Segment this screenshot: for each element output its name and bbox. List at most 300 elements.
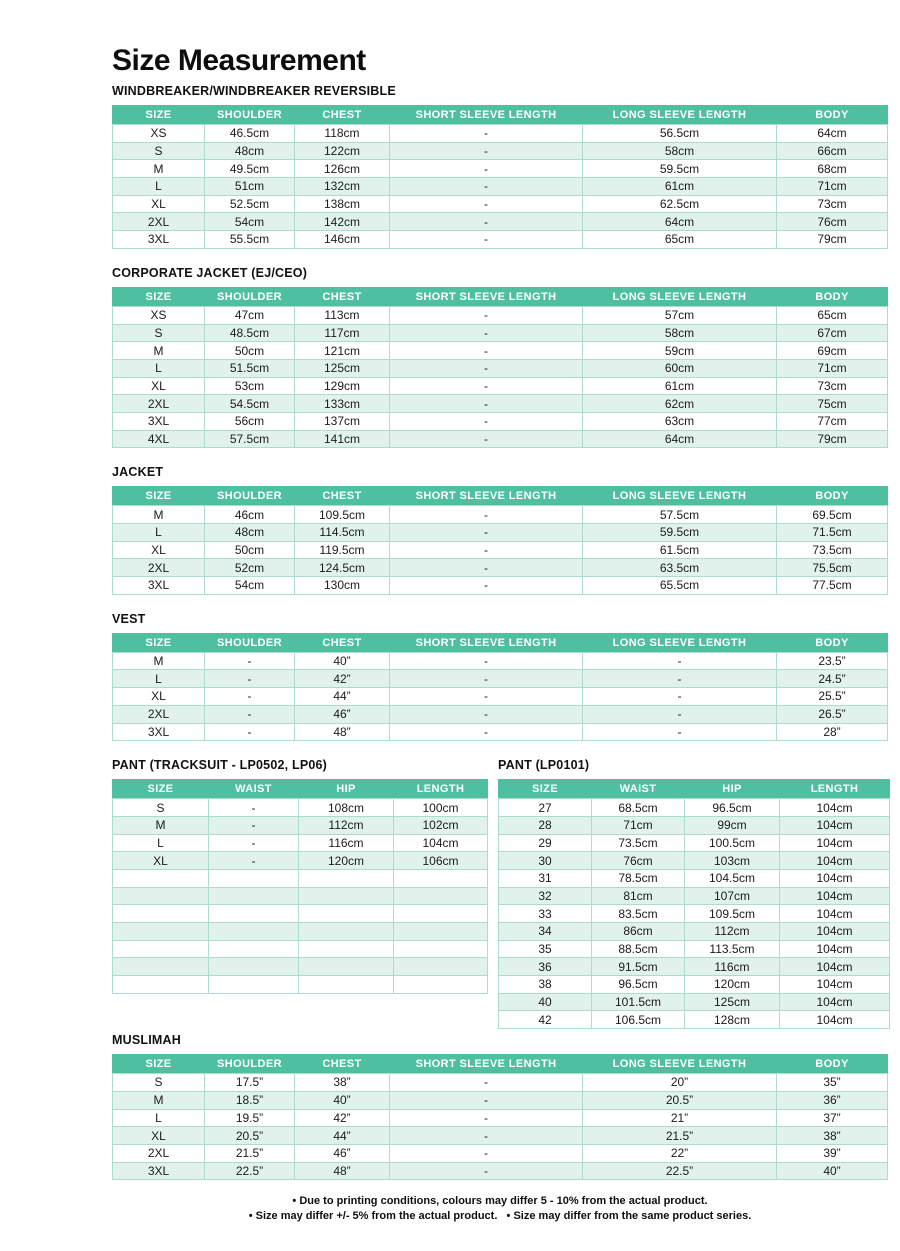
table-cell: 3XL [113,412,205,430]
table-cell: - [390,723,583,741]
table-row [113,412,888,430]
table-row [113,125,888,143]
column-header: SHOULDER [205,287,295,306]
table-cell: 60cm [583,359,777,377]
table-cell: 116cm [685,958,780,976]
table-cell: 27 [499,799,592,817]
table-cell: - [390,1127,583,1145]
table-cell: 104cm [780,940,890,958]
column-header: BODY [777,287,888,306]
table-cell: 112cm [685,923,780,941]
table-cell: 38 [499,976,592,994]
table-cell: 23.5” [777,652,888,670]
table-cell: 112cm [299,816,394,834]
table-cell [299,976,394,994]
table-cell [209,940,299,958]
table-cell: M [113,816,209,834]
table-cell: 129cm [295,377,390,395]
section-title-pant-tracksuit: PANT (TRACKSUIT - LP0502, LP06) [112,758,328,773]
section-title-corporate-jacket: CORPORATE JACKET (EJ/CEO) [112,265,308,280]
table-cell: 38” [295,1074,390,1092]
table-cell: 65cm [777,306,888,324]
column-header: SHORT SLEEVE LENGTH [390,633,583,652]
table-cell: - [390,652,583,670]
table-cell: 121cm [295,342,390,360]
table-row [113,1162,888,1180]
column-header: SIZE [113,487,205,506]
table-row [113,816,488,834]
table-cell: 57.5cm [583,506,777,524]
table-row [113,213,888,231]
table-cell: 3XL [113,577,205,595]
table-cell: 62cm [583,395,777,413]
table-row [113,160,888,178]
footer-note-printing: • Due to printing conditions, colours may differ 5 - 10% from the actual product. [292,1195,708,1208]
table-cell: L [113,359,205,377]
table-cell: 113cm [295,306,390,324]
table-cell: 42” [295,670,390,688]
section-windbreaker [112,84,888,249]
table-row [113,178,888,196]
table-cell: 54cm [205,577,295,595]
table-cell: 28 [499,816,592,834]
table-cell: - [583,688,777,706]
table-cell: 71cm [777,178,888,196]
table-cell: 3XL [113,231,205,249]
table-cell: - [390,195,583,213]
table-row [113,1074,888,1092]
table-cell [113,905,209,923]
table-cell: 47cm [205,306,295,324]
table-cell: 71cm [777,359,888,377]
table-cell: - [390,142,583,160]
table-row [499,923,890,941]
column-header: SIZE [113,633,205,652]
section-title-pant-lp0101: PANT (LP0101) [498,758,590,773]
table-cell: 104cm [780,869,890,887]
table-cell: - [390,559,583,577]
table-row [113,1127,888,1145]
table-cell: L [113,178,205,196]
table-cell: 117cm [295,324,390,342]
table-cell: 17.5” [205,1074,295,1092]
table-cell: 61cm [583,178,777,196]
table-cell: 133cm [295,395,390,413]
table-cell: - [390,160,583,178]
section-jacket [112,465,888,594]
table-cell: 22” [583,1144,777,1162]
table-cell: 42 [499,1011,592,1029]
table-cell: - [390,324,583,342]
table-row [113,524,888,542]
table-cell: 48.5cm [205,324,295,342]
section-pant-tracksuit [112,741,488,994]
table-row [113,506,888,524]
table-row [113,306,888,324]
table-cell: 46cm [205,506,295,524]
table-cell: 146cm [295,231,390,249]
header-row [113,487,888,506]
table-cell: 24.5” [777,670,888,688]
table-cell: - [583,723,777,741]
column-header: HIP [685,780,780,799]
table-row [499,993,890,1011]
table-cell: 50cm [205,541,295,559]
table-cell: 26.5” [777,705,888,723]
corporate-jacket-table [112,287,888,449]
table-cell: 52cm [205,559,295,577]
table-row [113,430,888,448]
table-cell: 49.5cm [205,160,295,178]
table-cell: - [390,125,583,143]
table-row [113,834,488,852]
table-row [113,688,888,706]
table-cell [209,958,299,976]
column-header: LONG SLEEVE LENGTH [583,633,777,652]
table-cell: 57.5cm [205,430,295,448]
table-cell: - [390,1109,583,1127]
table-cell: - [205,705,295,723]
table-row [113,342,888,360]
table-cell: 34 [499,923,592,941]
table-cell: 36 [499,958,592,976]
table-row [113,1144,888,1162]
table-cell: 77.5cm [777,577,888,595]
table-cell: - [390,377,583,395]
column-header: SHORT SLEEVE LENGTH [390,1055,583,1074]
table-cell: 120cm [299,852,394,870]
table-cell: 64cm [583,213,777,231]
column-header: WAIST [209,780,299,799]
pant-sections-row [112,741,888,1029]
table-cell: XL [113,541,205,559]
muslimah-table [112,1054,888,1180]
table-cell: 20.5” [205,1127,295,1145]
table-cell: 57cm [583,306,777,324]
table-cell: 104cm [780,993,890,1011]
table-cell: 59cm [583,342,777,360]
table-cell: 79cm [777,231,888,249]
table-cell: 71.5cm [777,524,888,542]
table-cell: 119.5cm [295,541,390,559]
table-cell: S [113,1074,205,1092]
table-cell: 51.5cm [205,359,295,377]
table-row [113,799,488,817]
page-content [112,44,888,1224]
table-cell [209,905,299,923]
table-cell: S [113,142,205,160]
table-cell: 68.5cm [592,799,685,817]
table-cell: 104cm [780,923,890,941]
table-cell [394,887,488,905]
table-cell: L [113,670,205,688]
table-cell: 104.5cm [685,869,780,887]
header-row [113,287,888,306]
table-cell: - [583,705,777,723]
table-row [113,852,488,870]
table-row [113,324,888,342]
table-cell: 54cm [205,213,295,231]
table-cell: 42” [295,1109,390,1127]
table-cell: - [390,412,583,430]
column-header: LONG SLEEVE LENGTH [583,487,777,506]
table-cell: 48” [295,1162,390,1180]
table-cell: 63cm [583,412,777,430]
table-cell: 128cm [685,1011,780,1029]
table-row [499,958,890,976]
table-cell: - [390,395,583,413]
table-row [113,195,888,213]
table-row [113,705,888,723]
table-cell: 65.5cm [583,577,777,595]
table-row [113,231,888,249]
table-cell [113,958,209,976]
table-cell: 104cm [780,799,890,817]
table-cell: S [113,324,205,342]
table-cell: 104cm [780,1011,890,1029]
table-cell: M [113,1091,205,1109]
table-cell: 113.5cm [685,940,780,958]
table-cell: 58cm [583,324,777,342]
table-cell: 138cm [295,195,390,213]
table-cell: 104cm [780,887,890,905]
table-cell: 104cm [394,834,488,852]
section-title-vest: VEST [112,611,146,626]
table-cell: 108cm [299,799,394,817]
table-cell: 25.5” [777,688,888,706]
table-cell: - [390,231,583,249]
table-cell: 125cm [685,993,780,1011]
table-cell: 21.5” [205,1144,295,1162]
table-cell: 31 [499,869,592,887]
table-cell: 51cm [205,178,295,196]
table-cell: XL [113,1127,205,1145]
table-cell: 2XL [113,705,205,723]
table-cell: - [390,670,583,688]
table-cell [299,905,394,923]
table-cell: - [209,799,299,817]
table-cell: 50cm [205,342,295,360]
table-cell: 118cm [295,125,390,143]
table-cell: 96.5cm [685,799,780,817]
table-cell: 99cm [685,816,780,834]
table-cell: 71cm [592,816,685,834]
table-row [113,1109,888,1127]
table-cell: 19.5” [205,1109,295,1127]
table-row [113,652,888,670]
header-row [113,1055,888,1074]
table-cell: 37” [777,1109,888,1127]
table-cell: 116cm [299,834,394,852]
table-cell [394,923,488,941]
table-cell: - [390,342,583,360]
table-cell: 122cm [295,142,390,160]
table-cell: 104cm [780,852,890,870]
table-cell: 20.5” [583,1091,777,1109]
table-cell: 29 [499,834,592,852]
table-row [499,976,890,994]
table-cell: S [113,799,209,817]
table-cell: 46.5cm [205,125,295,143]
table-cell: 124.5cm [295,559,390,577]
table-cell: 100.5cm [685,834,780,852]
table-cell: 2XL [113,559,205,577]
header-row [113,633,888,652]
pant-tracksuit-table [112,779,488,994]
table-cell: 54.5cm [205,395,295,413]
table-cell: 61cm [583,377,777,395]
table-cell: - [583,670,777,688]
section-corporate-jacket [112,266,888,449]
table-cell: L [113,834,209,852]
table-cell: 64cm [583,430,777,448]
table-cell: 114.5cm [295,524,390,542]
table-cell [394,976,488,994]
table-cell [299,869,394,887]
table-cell: 40” [295,1091,390,1109]
table-cell: 81cm [592,887,685,905]
table-cell: 91.5cm [592,958,685,976]
table-cell: 69.5cm [777,506,888,524]
header-row [499,780,890,799]
table-cell: - [390,577,583,595]
table-cell: XL [113,852,209,870]
table-cell: 22.5” [583,1162,777,1180]
table-cell: 73cm [777,195,888,213]
table-cell: M [113,652,205,670]
table-cell: M [113,506,205,524]
table-cell: 21.5” [583,1127,777,1145]
table-cell [209,869,299,887]
table-cell: 3XL [113,723,205,741]
column-header: SHOULDER [205,487,295,506]
column-header: CHEST [295,287,390,306]
table-cell: - [390,306,583,324]
table-cell: 69cm [777,342,888,360]
table-cell: XS [113,306,205,324]
section-muslimah [112,1033,888,1180]
column-header: CHEST [295,106,390,125]
table-cell: - [390,506,583,524]
column-header: HIP [299,780,394,799]
table-cell: 59.5cm [583,524,777,542]
table-row [499,905,890,923]
column-header: LENGTH [780,780,890,799]
column-header: SIZE [113,1055,205,1074]
table-cell: - [209,852,299,870]
table-cell: 83.5cm [592,905,685,923]
table-row [499,1011,890,1029]
table-cell: 44” [295,688,390,706]
column-header: BODY [777,106,888,125]
table-row [113,923,488,941]
table-cell: - [390,359,583,377]
table-cell: - [205,652,295,670]
table-cell: - [390,1091,583,1109]
table-cell [113,940,209,958]
table-row [499,887,890,905]
table-cell [394,869,488,887]
table-row [113,377,888,395]
table-cell [113,887,209,905]
header-row [113,780,488,799]
table-cell: - [390,541,583,559]
column-header: CHEST [295,487,390,506]
table-cell: XL [113,688,205,706]
table-cell: 100cm [394,799,488,817]
table-cell [299,887,394,905]
table-row [113,395,888,413]
table-row [113,559,888,577]
table-row [499,852,890,870]
column-header: SHOULDER [205,1055,295,1074]
table-cell: - [390,178,583,196]
table-cell: 125cm [295,359,390,377]
table-cell [394,940,488,958]
table-cell: 76cm [777,213,888,231]
table-cell: 3XL [113,1162,205,1180]
table-cell: M [113,342,205,360]
column-header: CHEST [295,633,390,652]
table-row [113,1091,888,1109]
table-cell: 78.5cm [592,869,685,887]
table-cell [394,905,488,923]
table-cell: 104cm [780,958,890,976]
table-cell: 106.5cm [592,1011,685,1029]
column-header: SHORT SLEEVE LENGTH [390,487,583,506]
table-cell: 40” [295,652,390,670]
section-vest [112,612,888,741]
table-cell: - [209,816,299,834]
table-cell: 59.5cm [583,160,777,178]
table-cell: 30 [499,852,592,870]
table-cell: - [209,834,299,852]
table-cell: 56cm [205,412,295,430]
table-cell: 53cm [205,377,295,395]
table-cell: M [113,160,205,178]
table-cell [299,940,394,958]
table-cell: 104cm [780,976,890,994]
column-header: LENGTH [394,780,488,799]
table-cell: 132cm [295,178,390,196]
column-header: WAIST [592,780,685,799]
table-cell: - [205,688,295,706]
table-cell: 76cm [592,852,685,870]
table-row [113,869,488,887]
table-row [499,816,890,834]
table-cell: 77cm [777,412,888,430]
table-cell: 130cm [295,577,390,595]
table-row [113,577,888,595]
table-cell: - [390,524,583,542]
table-cell: XL [113,377,205,395]
table-cell: 56.5cm [583,125,777,143]
table-cell: - [390,1074,583,1092]
table-cell: 21” [583,1109,777,1127]
column-header: SIZE [113,287,205,306]
table-cell: 75cm [777,395,888,413]
table-cell [113,869,209,887]
table-cell: 46” [295,705,390,723]
table-cell: - [583,652,777,670]
jacket-table [112,486,888,594]
table-cell: 62.5cm [583,195,777,213]
table-cell: - [390,705,583,723]
table-cell: L [113,1109,205,1127]
column-header: SIZE [113,780,209,799]
table-cell: 142cm [295,213,390,231]
pant-lp0101-table [498,779,890,1029]
